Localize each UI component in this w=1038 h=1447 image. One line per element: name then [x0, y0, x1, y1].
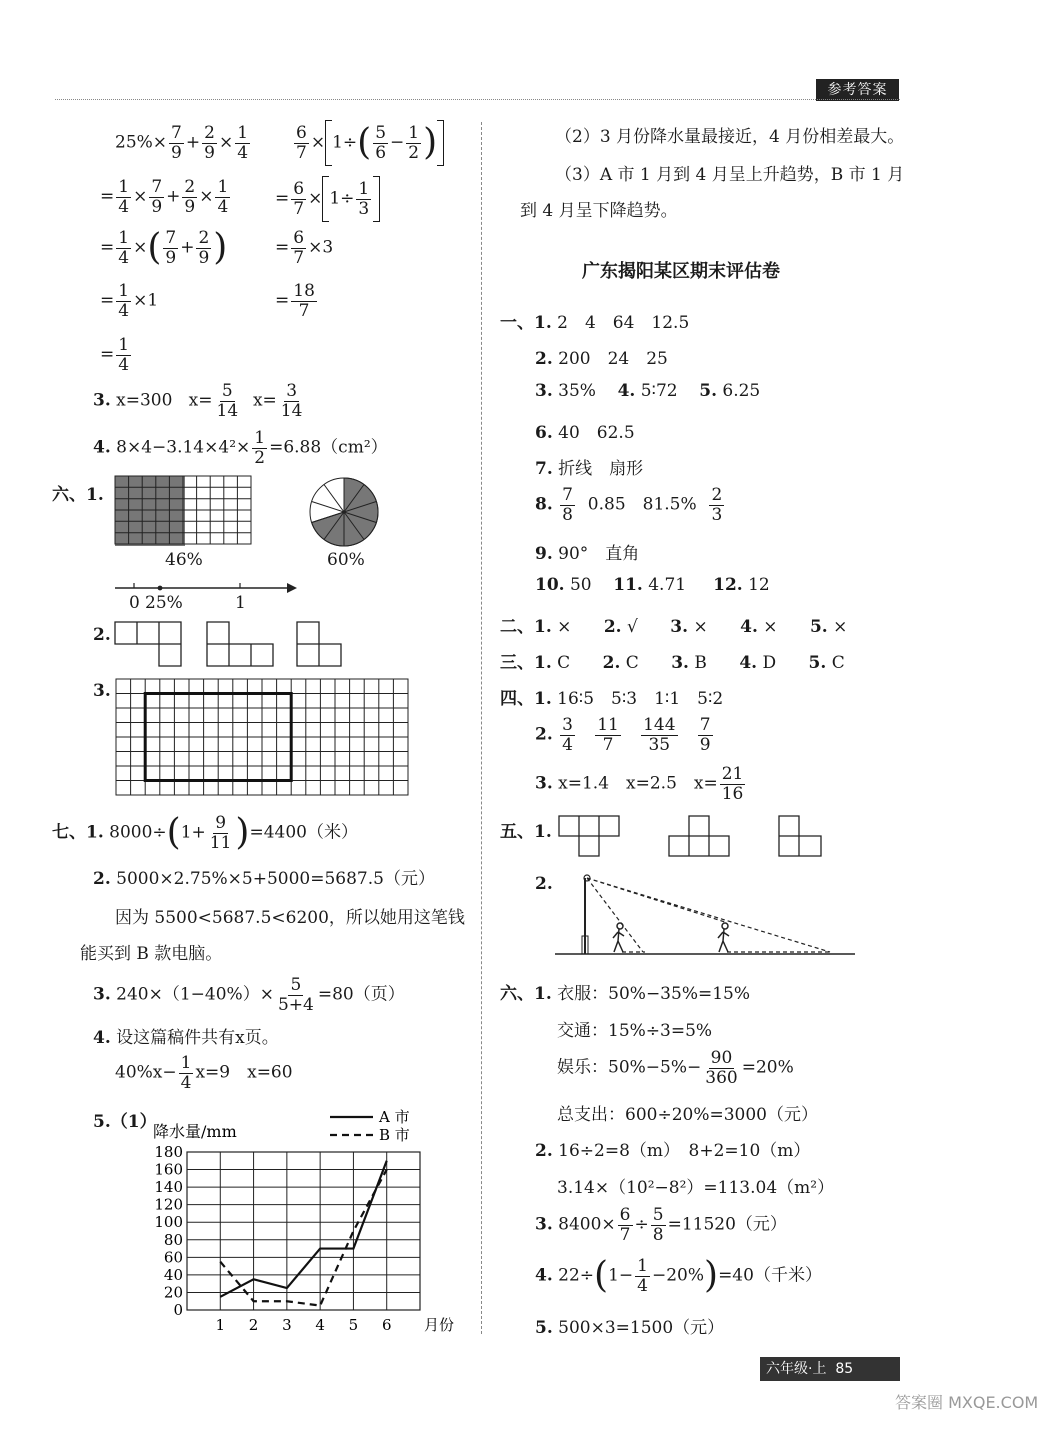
calc-b-line4: = $\frac{18}{7}$ — [275, 281, 315, 321]
calc-a-line2: = $\frac{1}{4}$ × $\frac{7}{9}$ + $\frac{2}{9}$ × $\frac{1}{4}$ — [100, 177, 229, 217]
s7-q4: 4. 设这篇稿件共有x页。 — [93, 1028, 279, 1048]
right-q2-text: （2）3 月份降水量最接近，4 月份相差最大。 — [555, 127, 905, 147]
x-tick-label: 5 — [348, 1316, 359, 1334]
legend-label: B 市 — [379, 1126, 410, 1144]
s7-q5: 5.（1） — [93, 1112, 157, 1132]
four-q2: 2. $\frac{3}{4}$ $\frac{11}{7}$ $\frac{144}{35}$ $\frac{7}{9}$ — [535, 715, 711, 755]
person-icon — [718, 923, 729, 952]
precipitation-chart — [145, 1105, 455, 1337]
one-q9: 9. 90° 直角 — [535, 544, 640, 564]
six-q2-area: 3.14×（10²−8²）=113.04（m²） — [557, 1178, 835, 1198]
left-q4: 4. 8×4−3.14×4²× $\frac{1}{2}$ =6.88（cm²） — [93, 428, 388, 468]
left-q3: 3. x=300 x= $\frac{5}{14}$ x= $\frac{3}{14}$ — [93, 381, 303, 421]
one-q1: 一、1. 2 4 64 12.5 — [500, 313, 690, 333]
chart-ylabel: 降水量/mm — [153, 1122, 237, 1141]
person-icon — [613, 923, 624, 952]
grade-badge: 六年级·上 85 — [760, 1357, 900, 1381]
six-q1-entertainment: 娱乐：50%−5%− $\frac{90}{360}$ =20% — [557, 1048, 794, 1088]
y-tick-label: 100 — [154, 1213, 183, 1232]
calc-a-line1: 25%× $\frac{7}{9}$ + $\frac{2}{9}$ × $\frac{1}{4}$ — [115, 123, 249, 163]
y-tick-label: 120 — [154, 1195, 183, 1214]
six-q1-total: 总支出：600÷20%=3000（元） — [557, 1105, 818, 1125]
y-tick-label: 40 — [163, 1265, 183, 1284]
five-views — [558, 815, 823, 857]
calc-a-line4: = $\frac{1}{4}$ ×1 — [100, 281, 159, 321]
pie-60-percent — [308, 476, 380, 548]
calc-a-line3: = $\frac{1}{4}$ ×( $\frac{7}{9}$ + $\frac{2}{9}$ ) — [100, 227, 228, 269]
y-tick-label: 160 — [154, 1160, 183, 1179]
column-divider — [481, 122, 482, 1334]
s7-q2-reason: 因为 5500<5687.5<6200，所以她用这笔钱 — [115, 908, 465, 928]
pie-percent-label: 60% — [327, 550, 365, 570]
x-tick-label: 6 — [381, 1316, 392, 1334]
s7-q2: 2. 5000×2.75%×5+5000=5687.5（元） — [93, 869, 435, 889]
calc-a-line5: = $\frac{1}{4}$ — [100, 335, 130, 375]
number-line-zero: 0 — [129, 593, 140, 613]
answer-key-tag: 参考答案 — [816, 79, 899, 101]
x-tick-label: 3 — [282, 1316, 292, 1334]
five-q2-label: 2. — [535, 874, 553, 894]
s7-q1: 七、1. 8000÷(1+ $\frac{9}{11}$ )=4400（米） — [52, 812, 358, 854]
chart-frame — [187, 1152, 420, 1310]
y-tick-label: 60 — [163, 1248, 183, 1267]
s7-q3: 3. 240×（1−40%）× $\frac{5}{5+4}$ =80（页） — [93, 975, 405, 1015]
one-q10-12: 10. 50 11. 4.71 12. 12 — [535, 575, 770, 595]
series-line-a — [220, 1161, 386, 1297]
three-answers: 三、1. C 2. C 3. B 4. D 5. C — [500, 653, 845, 673]
one-q8: 8. $\frac{7}{8}$ 0.85 81.5% $\frac{2}{3}$ — [535, 485, 723, 525]
legend-label: A 市 — [379, 1108, 410, 1126]
exam-title: 广东揭阳某区期末评估卷 — [582, 261, 780, 282]
one-q3-5: 3. 35% 4. 5∶72 5. 6.25 — [535, 381, 761, 401]
five-q1-label: 五、1. — [500, 822, 552, 842]
calc-b-line1: $\frac{6}{7}$ × 1÷( $\frac{5}{6}$ − $\frac{1}{2}$ ) — [292, 120, 444, 166]
one-q2: 2. 200 24 25 — [535, 349, 668, 369]
calc-b-line3: = $\frac{6}{7}$ ×3 — [275, 228, 334, 268]
x-tick-label: 4 — [315, 1316, 325, 1334]
number-line — [115, 580, 300, 600]
y-tick-label: 20 — [163, 1283, 183, 1302]
right-q3-text: （3）A 市 1 月到 4 月呈上升趋势，B 市 1 月 — [555, 165, 905, 185]
rectangle-grid — [115, 678, 410, 798]
series-line-b — [220, 1170, 386, 1306]
x-tick-label: 1 — [215, 1316, 226, 1334]
grid-percent-label: 46% — [165, 550, 203, 570]
grid-46-percent — [115, 476, 255, 546]
six-q1-clothes: 六、1. 衣服：50%−35%=15% — [500, 984, 750, 1004]
x-tick-label: 2 — [248, 1316, 259, 1334]
six-q5: 5. 500×3=1500（元） — [535, 1318, 725, 1338]
lamp-shadow-figure — [555, 870, 860, 960]
chart-xlabel: 月份 — [424, 1316, 455, 1334]
one-q7: 7. 折线 扇形 — [535, 459, 644, 479]
six-q2: 2. 16÷2=8（m） 8+2=10（m） — [535, 1141, 811, 1161]
four-q3: 3. x=1.4 x=2.5 x= $\frac{21}{16}$ — [535, 764, 744, 804]
y-tick-label: 80 — [163, 1230, 183, 1249]
s7-q2-conclusion: 能买到 B 款电脑。 — [80, 944, 223, 964]
watermark-logo: 答案圈 MXQE.COM — [895, 1393, 1038, 1412]
header-divider — [55, 99, 900, 100]
y-tick-label: 140 — [154, 1178, 183, 1197]
four-q1: 四、1. 16∶5 5∶3 1∶1 5∶2 — [500, 689, 724, 709]
two-answers: 二、1. × 2. √ 3. × 4. × 5. × — [500, 617, 848, 637]
number-line-quarter: 25% — [145, 593, 183, 613]
s6-q2-label: 2. — [93, 625, 111, 645]
cube-views — [115, 622, 355, 668]
calc-b-line2: = $\frac{6}{7}$ × 1÷ $\frac{1}{3}$ — [275, 176, 380, 222]
s6-q3-label: 3. — [93, 681, 111, 701]
number-line-one: 1 — [235, 593, 246, 613]
six-q3: 3. 8400× $\frac{6}{7}$ ÷ $\frac{5}{8}$ =11520（元） — [535, 1205, 787, 1245]
s6-label: 六、1. — [52, 485, 104, 505]
six-q1-traffic: 交通：15%÷3=5% — [557, 1021, 713, 1041]
y-tick-label: 180 — [154, 1143, 183, 1161]
y-tick-label: 0 — [173, 1301, 183, 1319]
one-q6: 6. 40 62.5 — [535, 423, 635, 443]
six-q4: 4. 22÷(1− $\frac{1}{4}$ −20%)=40（千米） — [535, 1255, 822, 1297]
s7-q4-equation: 40%x− $\frac{1}{4}$ x=9 x=60 — [115, 1053, 293, 1093]
right-q3-cont: 到 4 月呈下降趋势。 — [520, 201, 678, 221]
